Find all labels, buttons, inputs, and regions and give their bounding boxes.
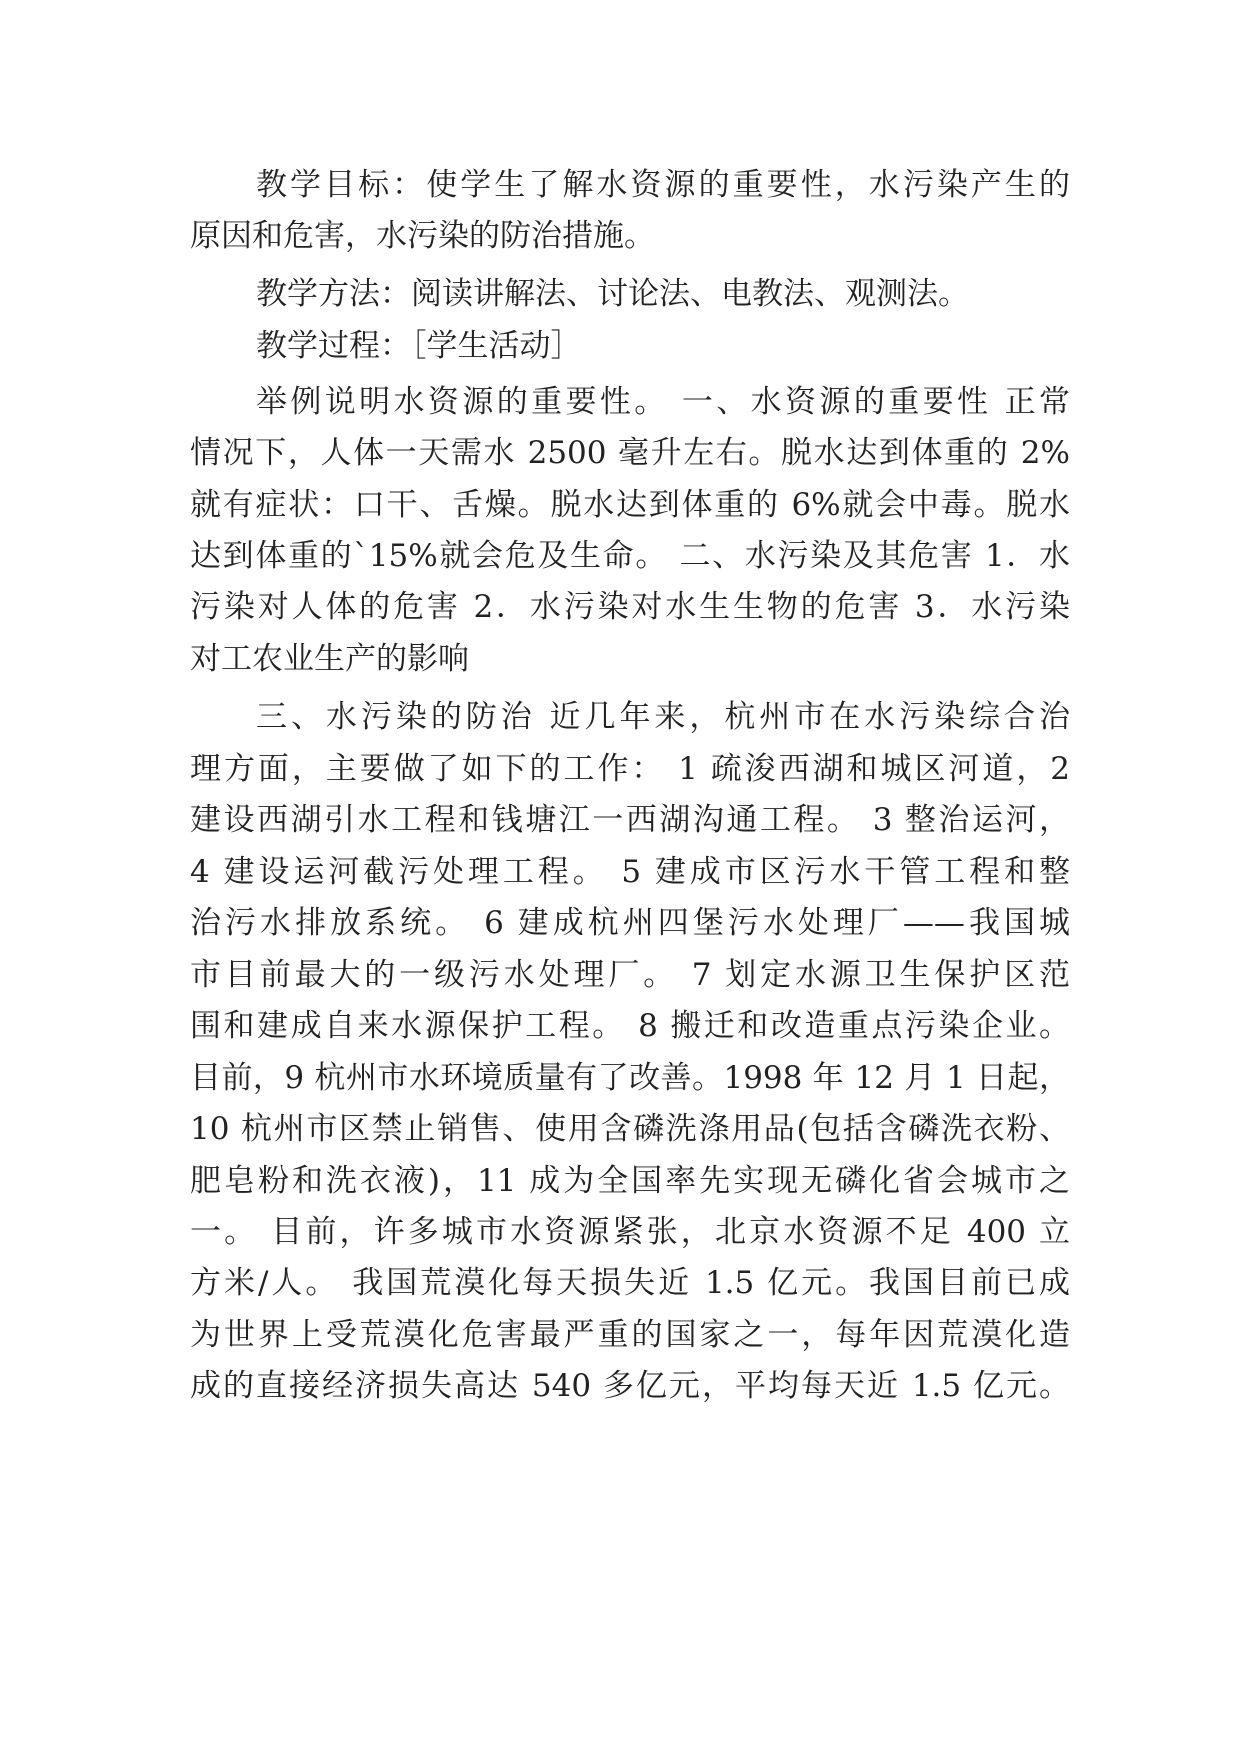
text-line: 教学方法：阅读讲解法、讨论法、电教法、观测法。 (256, 276, 969, 312)
text-line: 教学过程：［学生活动］ (256, 328, 582, 364)
text-line: 围和建成自来水源保护工程。 8 搬迁和改造重点污染企业。 (190, 1008, 1070, 1044)
text-line: 一。 目前，许多城市水资源紧张，北京水资源不足 400 立 (190, 1214, 1070, 1250)
text-line: 肥皂粉和洗衣液)，11 成为全国率先实现无磷化省会城市之 (190, 1163, 1070, 1199)
text-line: 三、水污染的防治 近几年来，杭州市在水污染综合治 (256, 699, 1070, 735)
text-line: 建设西湖引水工程和钱塘江一西湖沟通工程。 3 整治运河， (190, 802, 1070, 838)
text-line: 理方面，主要做了如下的工作： 1 疏浚西湖和城区河道，2 (190, 751, 1070, 787)
text-line: 污染对人体的危害 2．水污染对水生生物的危害 3．水污染 (190, 589, 1070, 625)
text-line: 情况下，人体一天需水 2500 毫升左右。脱水达到体重的 2% (190, 435, 1070, 471)
text-line: 为世界上受荒漠化危害最严重的国家之一，每年因荒漠化造 (190, 1317, 1070, 1353)
text-line: 原因和危害，水污染的防治措施。 (190, 218, 655, 254)
text-line: 成的直接经济损失高达 540 多亿元，平均每天近 1.5 亿元。 (190, 1368, 1070, 1404)
text-line: 治污水排放系统。 6 建成杭州四堡污水处理厂——我国城 (190, 905, 1070, 941)
text-line: 对工农业生产的影响 (190, 641, 469, 677)
text-line: 4 建设运河截污处理工程。 5 建成市区污水干管工程和整 (190, 854, 1070, 890)
text-line: 教学目标：使学生了解水资源的重要性，水污染产生的 (256, 167, 1070, 203)
text-line: 方米/人。 我国荒漠化每天损失近 1.5 亿元。我国目前已成 (190, 1265, 1070, 1301)
text-line: 达到体重的`15%就会危及生命。 二、水污染及其危害 1．水 (190, 538, 1070, 574)
text-line: 10 杭州市区禁止销售、使用含磷洗涤用品(包括含磷洗衣粉、 (190, 1111, 1070, 1147)
text-line: 市目前最大的一级污水处理厂。 7 划定水源卫生保护区范 (190, 957, 1070, 993)
text-line: 举例说明水资源的重要性。 一、水资源的重要性 正常 (256, 384, 1070, 420)
text-line: 目前，9 杭州市水环境质量有了改善。1998 年 12 月 1 日起， (190, 1060, 1070, 1096)
text-line: 就有症状：口干、舌燥。脱水达到体重的 6%就会中毒。脱水 (190, 487, 1070, 523)
